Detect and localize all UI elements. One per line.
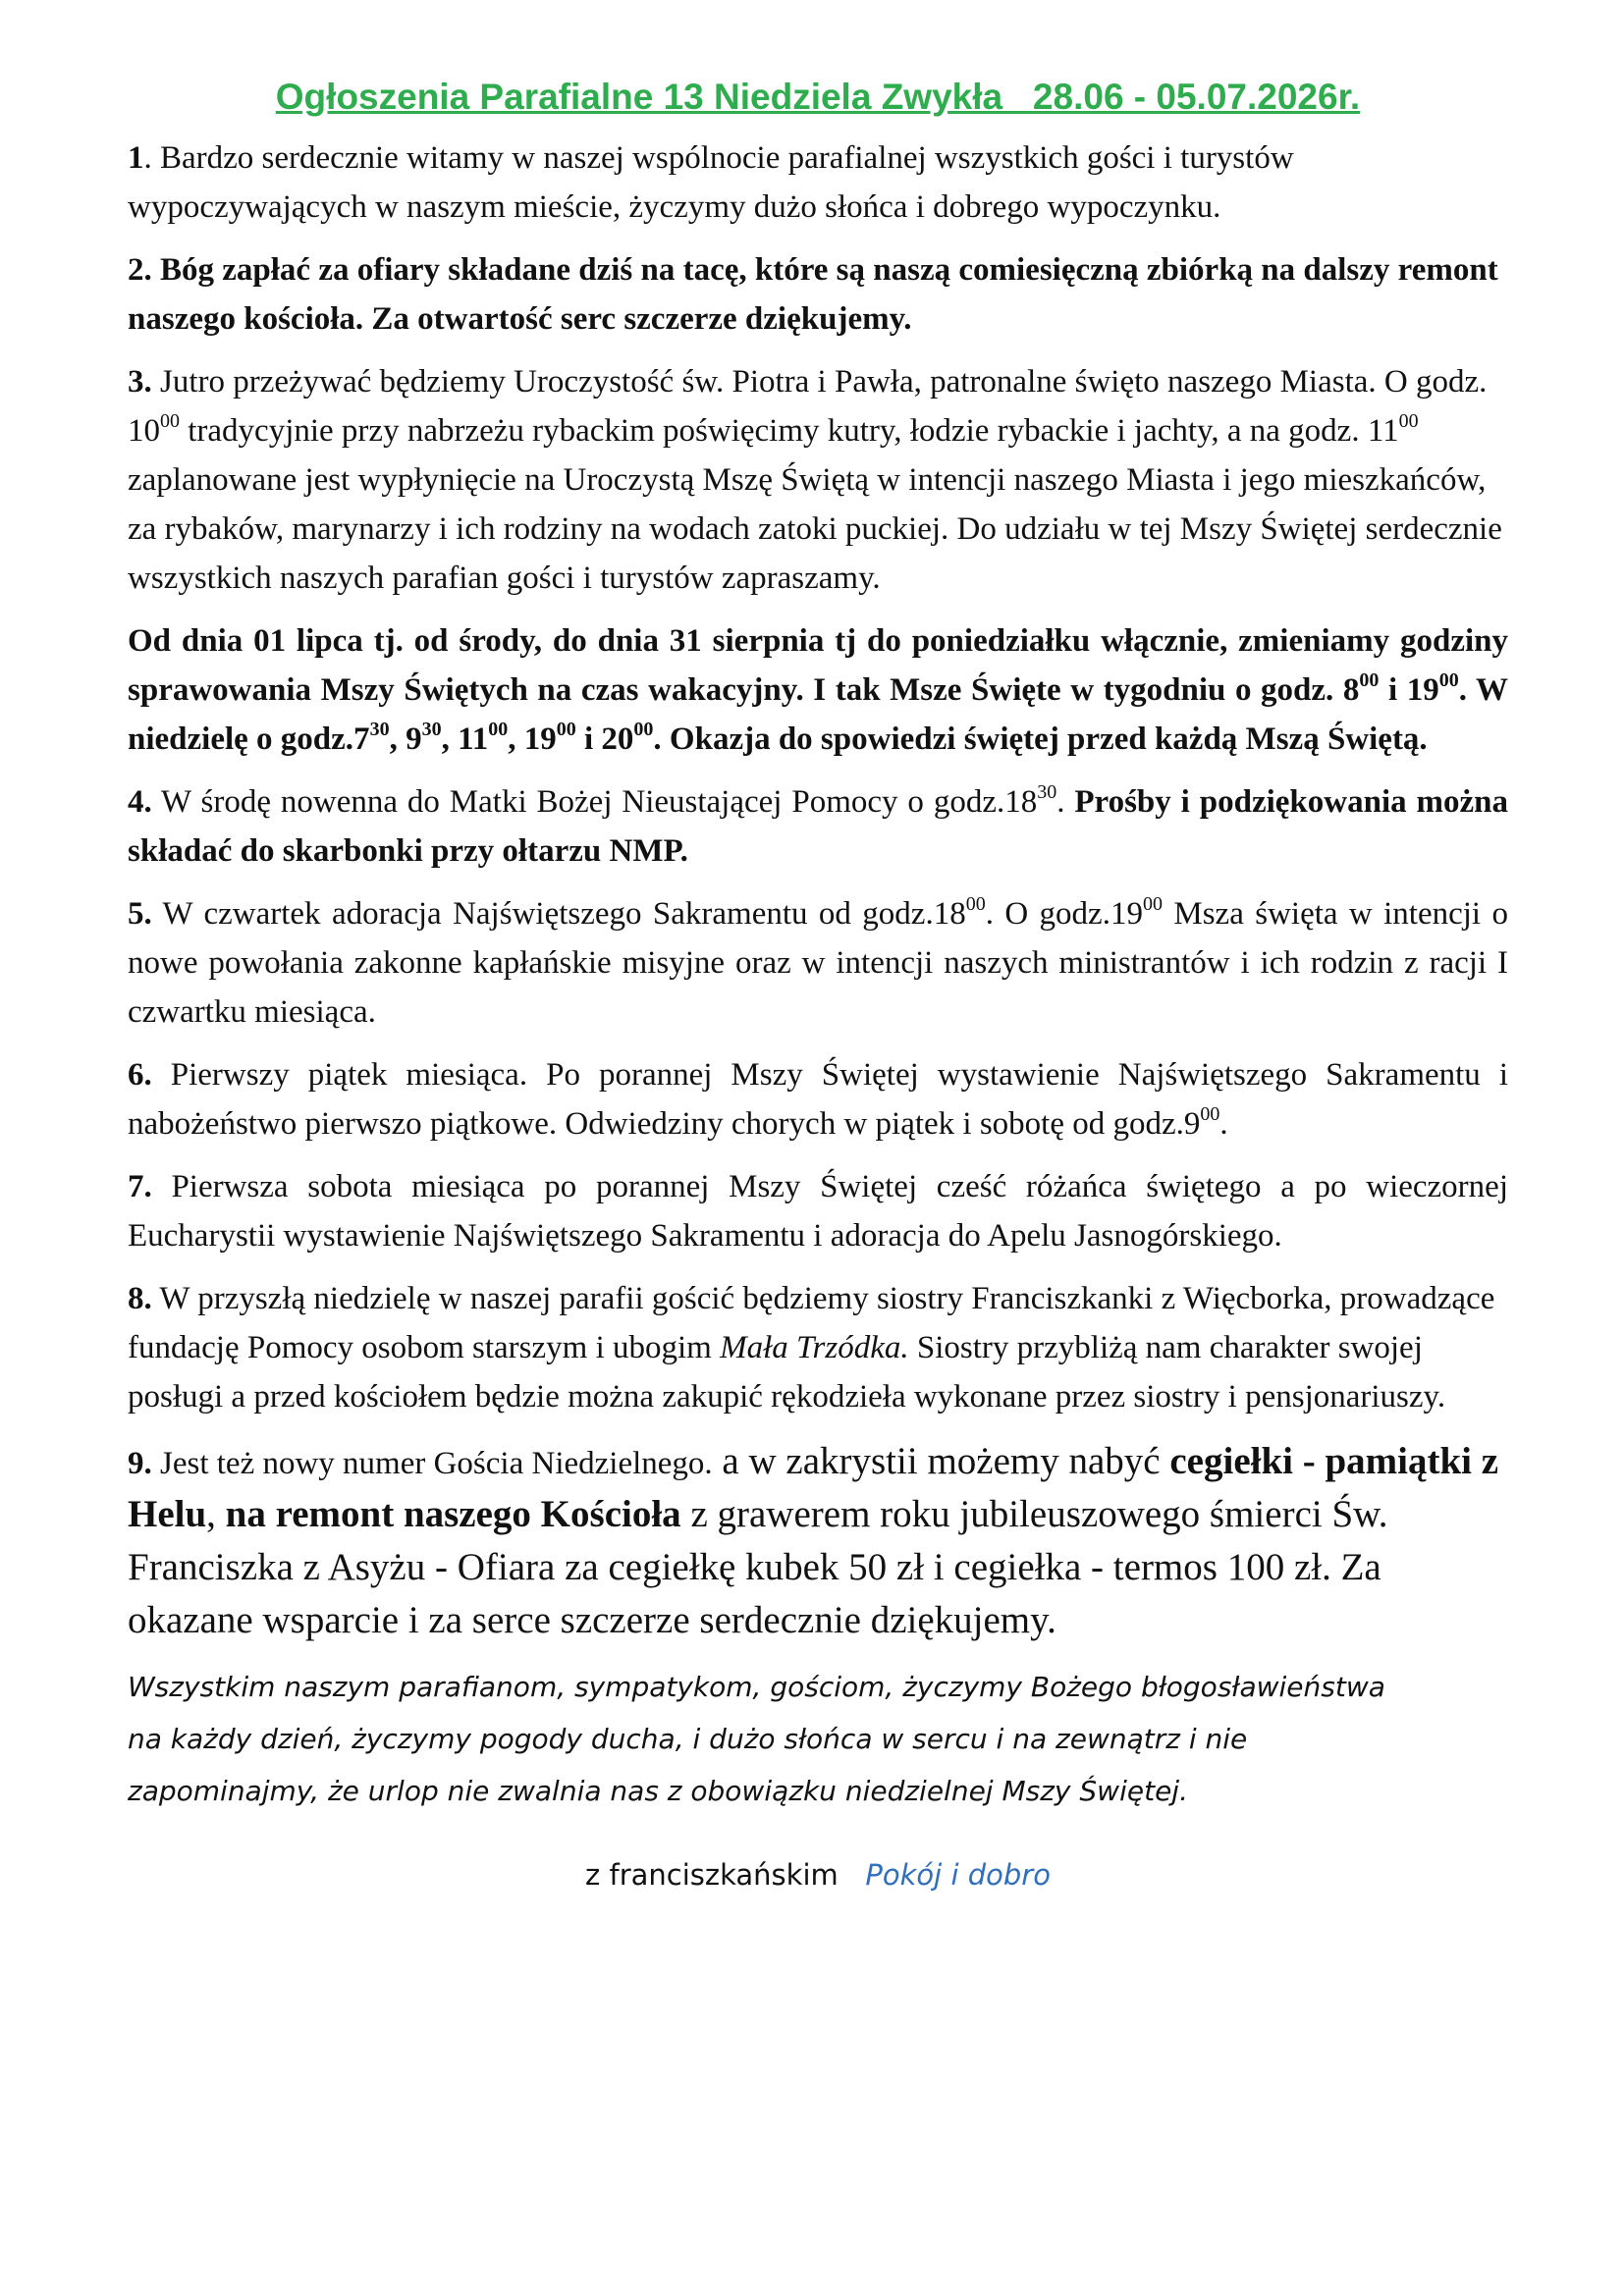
announcement-9: 9. Jest też nowy numer Gościa Niedzielnego. a w zakrystii możemy nabyć cegiełki - pamiątki z Helu, na remont naszego Kościoła z grawerem roku jubileuszowego śmierci Św. Franciszka z Asyżu - Ofiara za cegiełkę kubek 50 zł i cegiełka - termos 100 zł. Za okazane wsparcie i za serce szczerze serdecznie dziękujemy. — [128, 1440, 1499, 1641]
footer-signature: z franciszkańskim Pokój i dobro — [585, 1858, 1051, 1892]
item-number: 3. — [128, 364, 152, 400]
announcement-8: 8. W przyszłą niedzielę w naszej parafii gościć będziemy siostry Franciszkanki z Więcborka, prowadzące fundację Pomocy osobom starszym i ubogim Mała Trzódka. Siostry przybliżą nam charakter swojej posługi a przed kościołem będzie można zakupić rękodzieła wykonane przez siostry i pensjonariuszy. — [128, 1281, 1495, 1415]
announcement-4: 4. W środę nowenna do Matki Bożej Nieustającej Pomocy o $godz.18^{30}$. Prośby i podziękowania można składać do skarbonki przy ołtarzu NMP. — [128, 781, 1508, 869]
item-number: 1 — [128, 140, 144, 176]
announcement-3: 3. Jutro przeżywać będziemy Uroczystość św. Piotra i Pawła, patronalne święto naszego Miasta. O godz. $10^{00}$ tradycyjnie przy nabrzeżu rybackim poświęcimy kutry, łodzie rybackie i jachty, a na godz. $11^{00}$ zaplanowane jest wypłynięcie na Uroczystą Mszę Świętą w intencji naszego Miasta i jego mieszkańców, za rybaków, marynarzy i ich rodziny na wodach zatoki puckiej. Do udziału w tej Mszy Świętej serdecznie wszystkich naszych parafian gości i turystów zapraszamy. — [128, 364, 1502, 596]
item-number: 6. — [128, 1057, 152, 1093]
closing-wishes: Wszystkim naszym parafianom, sympatykom, gościom, życzymy Bożego błogosławieństwa na każdy dzień, życzymy pogody ducha, i dużo słońca w sercu i na zewnątrz i nie zapominajmy, że urlop nie zwalnia nas z obowiązku niedzielnej Mszy Świętej. — [128, 1671, 1385, 1807]
item-number: 4. — [128, 784, 152, 820]
announcement-1 — [128, 133, 1508, 232]
item-number: 9. — [128, 1446, 152, 1481]
item-number: 5. — [128, 896, 152, 932]
summer-mass-schedule: Od dnia 01 lipca tj. od środy, do dnia 31 sierpnia tj do poniedziałku włącznie, zmieniamy godziny sprawowania Mszy Świętych na czas wakacyjny. I tak Msze Święte w tygodniu o godz. $8^{00}$ i $19^{00}$. W niedzielę o $godz.7^{30}$, $9^{30}$, $11^{00}$, $19^{00}$ i $20^{00}$. Okazja do spowiedzi świętej przed każdą Mszą Świętą. — [128, 623, 1509, 757]
announcement-7: 7. Pierwsza sobota miesiąca po porannej Mszy Świętej cześć różańca świętego a po wieczornej Eucharystii wystawienie Najświętszego Sakramentu i adoracja do Apelu Jasnogórskiego. — [128, 1169, 1508, 1254]
item-number: 8. — [128, 1281, 152, 1316]
item-number: 7. — [128, 1169, 152, 1204]
announcement-5: 5. W czwartek adoracja Najświętszego Sakramentu od $godz.18^{00}$. O $godz.19^{00}$ Msza święta w intencji o nowe powołania zakonne kapłańskie misyjne oraz w intencji naszych ministrantów i ich rodzin z racji I czwartku miesiąca. — [128, 893, 1508, 1030]
item-text: . Bardzo serdecznie witamy w naszej wspólnocie parafialnej wszystkich gości i turystów wypoczywających w naszym mieście, życzymy dużo słońca i dobrego wypoczynku. — [128, 140, 1294, 225]
page-title: Ogłoszenia Parafialne 13 Niedziela Zwykła 28.06 - 05.07.2026r. — [275, 77, 1361, 117]
announcement-6: 6. Pierwszy piątek miesiąca. Po porannej Mszy Świętej wystawienie Najświętszego Sakramentu i nabożeństwo pierwszo piątkowe. Odwiedziny chorych w piątek i sobotę od $godz.9^{00}$. — [128, 1057, 1508, 1142]
announcement-2: 2. Bóg zapłać za ofiary składane dziś na tacę, które są naszą comiesięczną zbiórką na dalszy remont naszego kościoła. Za otwartość serc szczerze dziękujemy. — [128, 252, 1498, 337]
